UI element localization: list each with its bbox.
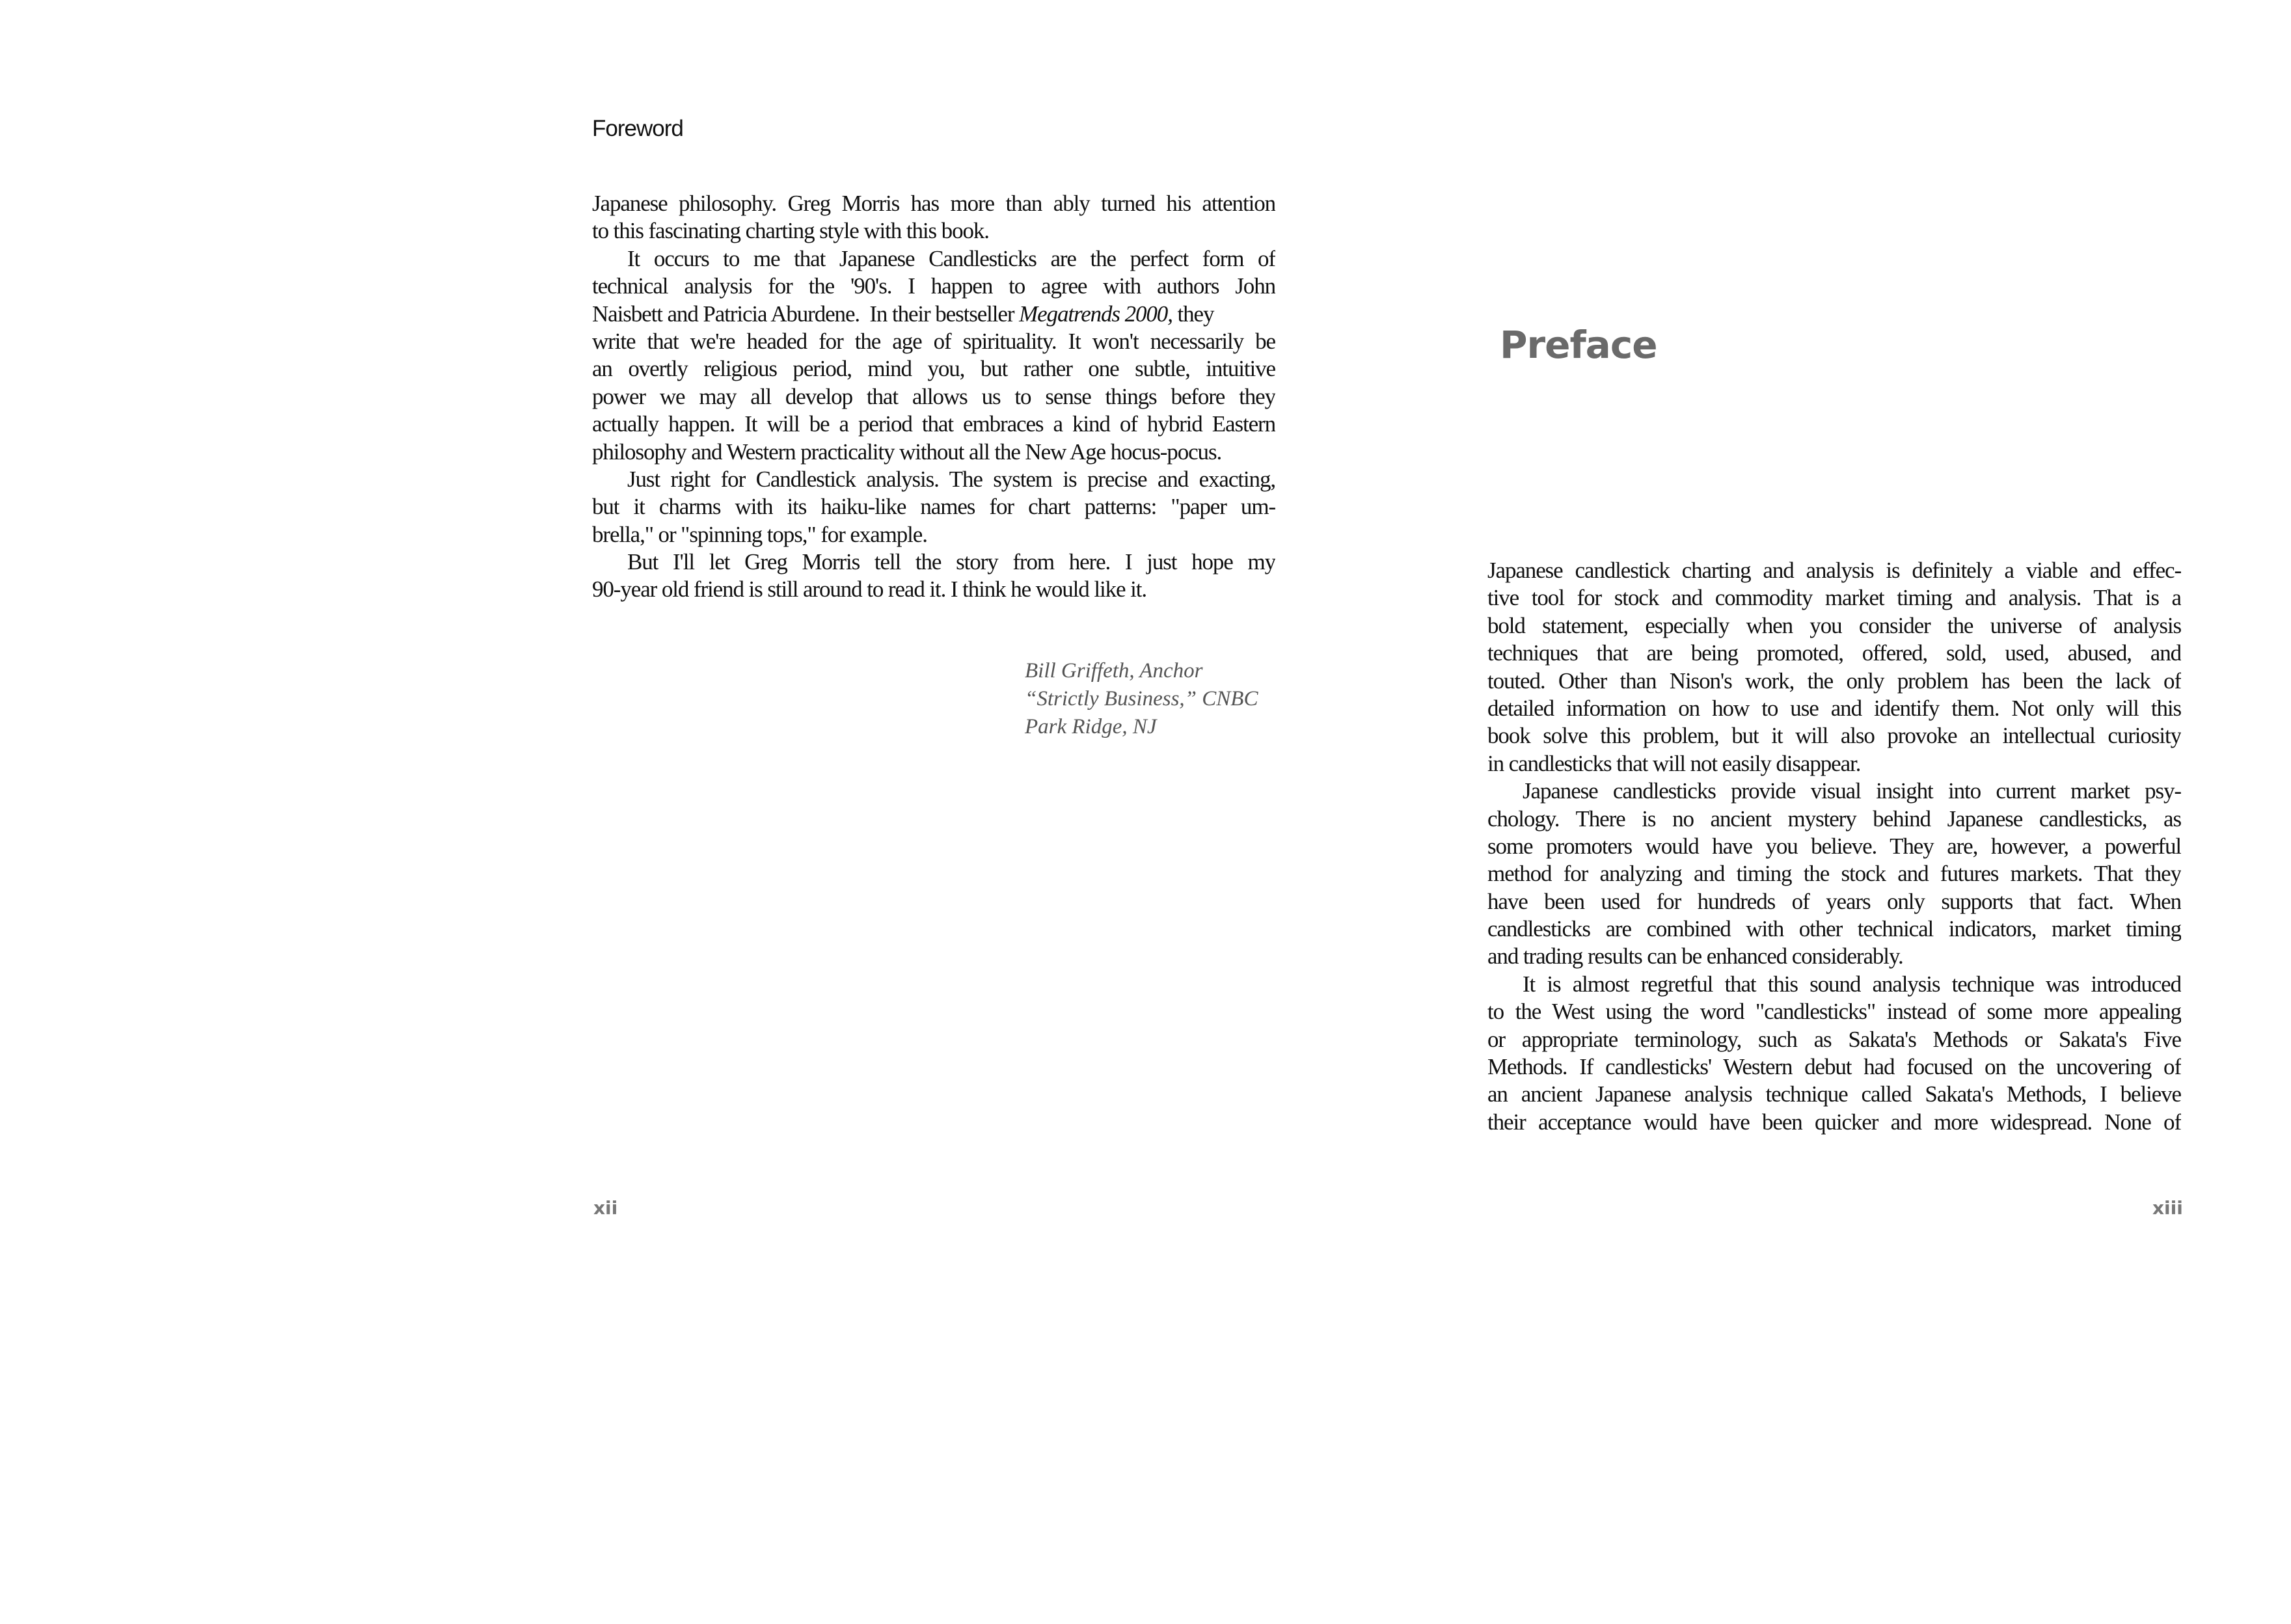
text-line: chology. There is no ancient mystery behind Japanese candlesticks, as xyxy=(1487,805,2181,832)
text-line: their acceptance would have been quicker and more widespread. None of xyxy=(1487,1109,2181,1135)
text-line: actually happen. It will be a period that embraces a kind of hybrid Eastern xyxy=(592,411,1275,437)
text-line: or appropriate terminology, such as Sakata's Methods or Sakata's Five xyxy=(1487,1026,2181,1052)
foreword-body-text xyxy=(592,190,1275,604)
text-line: Japanese philosophy. Greg Morris has more than ably turned his attention xyxy=(592,191,1275,216)
text-line: Japanese candlesticks provide visual insight into current market psy- xyxy=(1523,778,2181,804)
text-line: philosophy and Western practicality without all the New Age hocus-pocus. xyxy=(592,439,1222,465)
text-line: have been used for hundreds of years only supports that fact. When xyxy=(1487,888,2181,914)
chapter-title: Preface xyxy=(1500,323,1657,367)
text-line: techniques that are being promoted, offered, sold, used, abused, and xyxy=(1487,640,2181,666)
text-line: but it charms with its haiku-like names for chart patterns: "paper um- xyxy=(592,494,1275,520)
text-line: technical analysis for the '90's. I happen to agree with authors John xyxy=(592,273,1275,299)
running-head: Foreword xyxy=(592,116,683,141)
text-line: Methods. If candlesticks' Western debut had focused on the uncovering of xyxy=(1487,1054,2181,1080)
text-segment: Naisbett and Patricia Aburdene. In their bestseller xyxy=(592,301,1020,327)
text-line: an overtly religious period, mind you, but rather one subtle, intuitive xyxy=(592,356,1275,382)
text-line: candlesticks are combined with other technical indicators, market timing xyxy=(1487,916,2181,942)
text-line: brella," or "spinning tops," for example. xyxy=(592,521,927,547)
text-line: method for analyzing and timing the stock and futures markets. That they xyxy=(1487,861,2181,887)
text-line: tive tool for stock and commodity market timing and analysis. That is a xyxy=(1487,585,2181,611)
text-line: But I'll let Greg Morris tell the story from here. I just hope my xyxy=(627,549,1275,575)
text-line: some promoters would have you believe. They are, however, a powerful xyxy=(1487,833,2181,859)
right-page-number: xiii xyxy=(2152,1197,2183,1219)
text-line: to the West using the word "candlesticks" instead of some more appealing xyxy=(1487,999,2181,1025)
text-line: book solve this problem, but it will also provoke an intellectual curiosity xyxy=(1487,723,2181,749)
text-line: to this fascinating charting style with this book. xyxy=(592,218,989,244)
text-segment: they xyxy=(1172,301,1214,327)
signature-line: Park Ridge, NJ xyxy=(1025,715,1157,738)
text-line: detailed information on how to use and identify them. Not only will this xyxy=(1487,695,2181,721)
book-title: Megatrends 2000, xyxy=(1019,301,1173,327)
text-line: It occurs to me that Japanese Candlesticks are the perfect form of xyxy=(627,245,1275,271)
text-line: an ancient Japanese analysis technique called Sakata's Methods, I believe xyxy=(1487,1081,2181,1107)
preface-body-text xyxy=(1487,557,2181,1136)
signature-line: “Strictly Business,” CNBC xyxy=(1025,687,1258,710)
left-page-number: xii xyxy=(593,1197,618,1219)
text-line xyxy=(592,301,1275,328)
text-line: Japanese candlestick charting and analysis is definitely a viable and effec- xyxy=(1487,558,2181,583)
text-line: and trading results can be enhanced considerably. xyxy=(1487,943,1903,969)
text-line: bold statement, especially when you consider the universe of analysis xyxy=(1487,612,2181,638)
text-line: write that we're headed for the age of spirituality. It won't necessarily be xyxy=(592,328,1275,354)
text-line: Just right for Candlestick analysis. The system is precise and exacting, xyxy=(627,466,1275,492)
signature-line: Bill Griffeth, Anchor xyxy=(1025,659,1203,683)
text-line: power we may all develop that allows us to sense things before they xyxy=(592,383,1275,409)
signature-block xyxy=(1025,657,1258,741)
text-line: 90-year old friend is still around to read it. I think he would like it. xyxy=(592,576,1146,602)
text-line: It is almost regretful that this sound analysis technique was introduced xyxy=(1523,971,2181,997)
text-line: touted. Other than Nison's work, the only problem has been the lack of xyxy=(1487,668,2181,694)
text-line: in candlesticks that will not easily disappear. xyxy=(1487,750,1861,776)
